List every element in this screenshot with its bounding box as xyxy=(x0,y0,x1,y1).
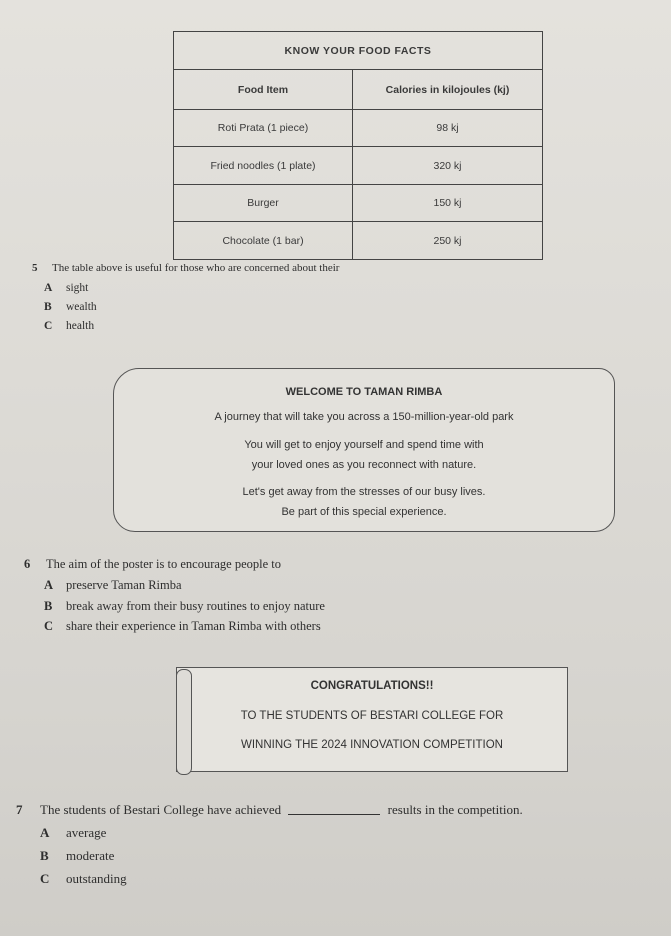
banner-line: WINNING THE 2024 INNOVATION COMPETITION xyxy=(241,739,503,751)
option-7b[interactable]: B moderate xyxy=(40,848,115,863)
congratulations-banner xyxy=(176,667,568,772)
question-number: 5 xyxy=(32,262,38,274)
table-header-calories: Calories in kilojoules (kj) xyxy=(353,70,543,110)
banner-title: CONGRATULATIONS!! xyxy=(310,680,434,692)
question-5 xyxy=(32,262,339,274)
question-stem: The aim of the poster is to encourage people to xyxy=(46,557,281,571)
poster-line: your loved ones as you reconnect with nature. xyxy=(251,459,477,471)
table-title: KNOW YOUR FOOD FACTS xyxy=(174,32,543,70)
poster-taman-rimba xyxy=(113,368,615,532)
banner-line: TO THE STUDENTS OF BESTARI COLLEGE FOR xyxy=(240,710,504,722)
table-row xyxy=(174,147,543,185)
poster-title: WELCOME TO TAMAN RIMBA xyxy=(285,386,443,398)
table-header-food: Food Item xyxy=(174,70,353,110)
option-7a[interactable]: A average xyxy=(40,825,107,840)
table-cell: 150 kj xyxy=(353,185,543,222)
table-cell: Roti Prata (1 piece) xyxy=(174,110,353,147)
answer-blank[interactable] xyxy=(288,814,380,815)
table-cell: Chocolate (1 bar) xyxy=(174,222,353,260)
table-cell: 320 kj xyxy=(353,147,543,185)
question-number: 7 xyxy=(16,802,23,817)
table-row xyxy=(174,185,543,222)
table-cell: Burger xyxy=(174,185,353,222)
table-row xyxy=(174,222,543,260)
poster-line: A journey that will take you across a 150-million-year-old park xyxy=(214,411,514,423)
option-5b[interactable]: B wealth xyxy=(44,301,97,313)
question-stem: The students of Bestari College have achieved xyxy=(40,802,282,817)
food-facts-table xyxy=(173,31,543,260)
option-7c[interactable]: C outstanding xyxy=(40,871,127,886)
table-row xyxy=(174,110,543,147)
poster-line: Be part of this special experience. xyxy=(281,506,447,518)
question-number: 6 xyxy=(24,557,31,571)
question-6 xyxy=(24,557,281,572)
table-cell: Fried noodles (1 plate) xyxy=(174,147,353,185)
poster-line: Let's get away from the stresses of our busy lives. xyxy=(242,486,486,498)
option-5a[interactable]: A sight xyxy=(44,282,89,294)
question-stem-end: results in the competition. xyxy=(387,802,523,817)
table-cell: 98 kj xyxy=(353,110,543,147)
option-5c[interactable]: C health xyxy=(44,320,95,332)
question-stem: The table above is useful for those who are concerned about their xyxy=(52,262,340,274)
banner-scroll-rod xyxy=(176,669,192,775)
option-6b[interactable]: B break away from their busy routines to enjoy nature xyxy=(44,599,325,613)
question-7 xyxy=(16,802,523,818)
table-cell: 250 kj xyxy=(353,222,543,260)
option-6a[interactable]: A preserve Taman Rimba xyxy=(44,578,182,592)
option-6c[interactable]: C share their experience in Taman Rimba with others xyxy=(44,619,321,633)
poster-line: You will get to enjoy yourself and spend time with xyxy=(244,439,484,451)
